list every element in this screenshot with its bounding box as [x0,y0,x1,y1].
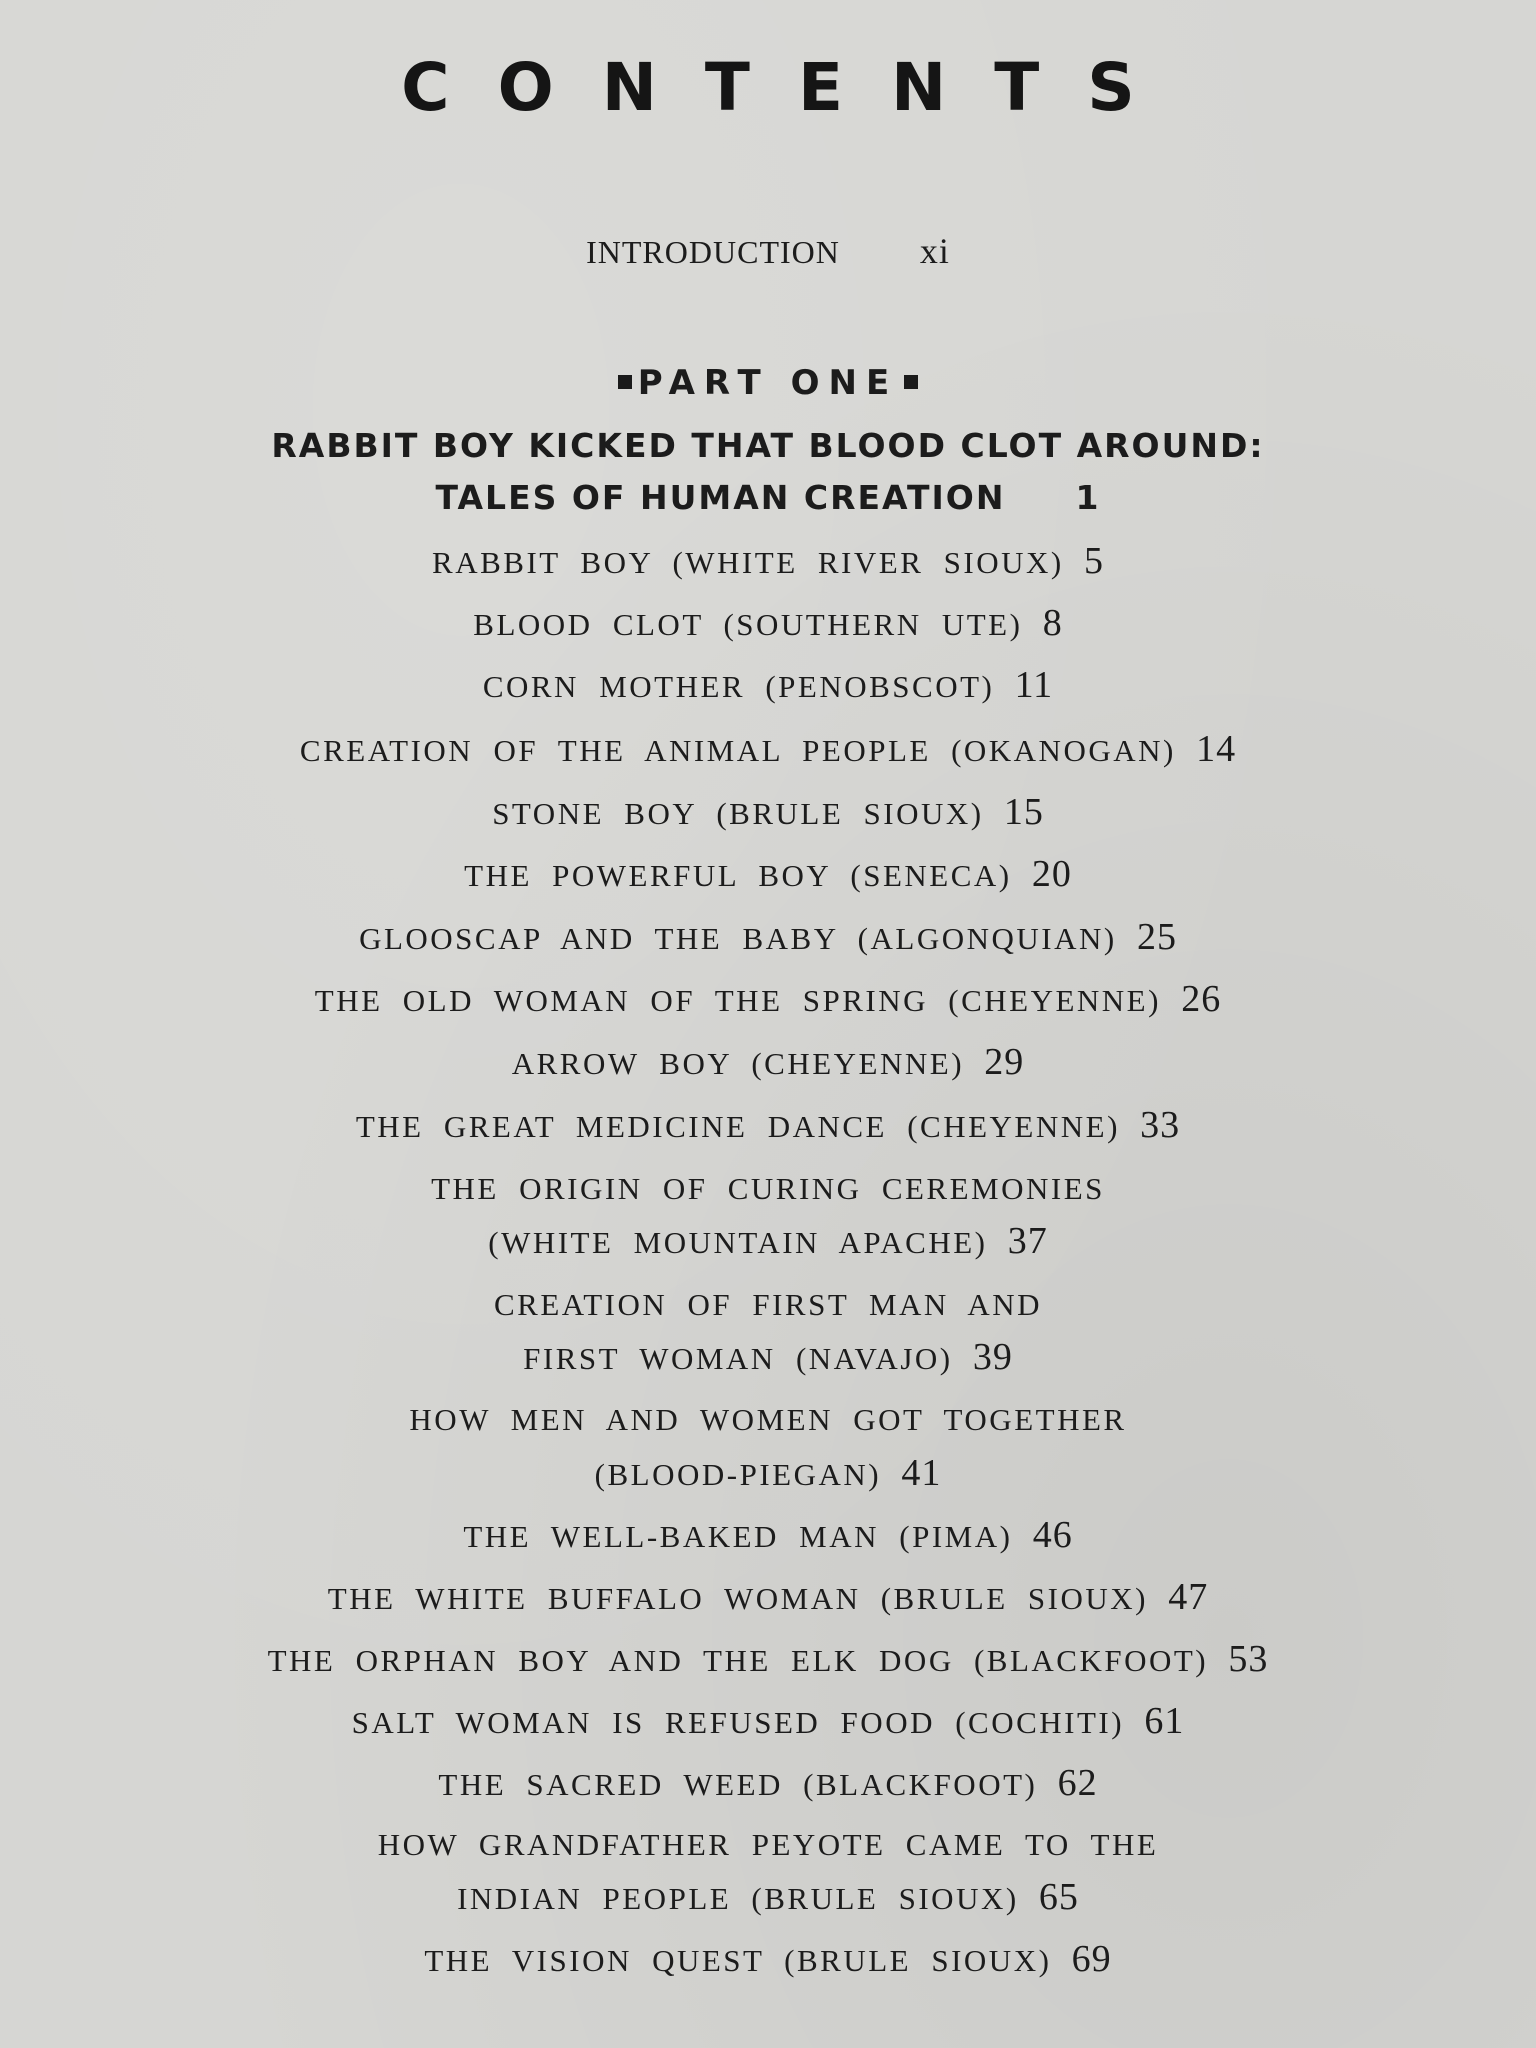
toc-entry-line-2 [0,1446,1536,1502]
toc-entry [0,722,1536,778]
introduction-label: INTRODUCTION [586,234,840,270]
entry-title: SALT WOMAN IS REFUSED FOOD (COCHITI) [351,1705,1125,1740]
toc-entry [0,1632,1536,1688]
entry-title: GLOOSCAP AND THE BABY (ALGONQUIAN) [359,921,1117,956]
toc-introduction [0,228,1536,275]
toc-entry [0,1570,1536,1626]
entry-page: 46 [1032,1514,1073,1556]
toc-entry-line-2 [0,1870,1536,1926]
page-title: CONTENTS [401,49,1183,126]
entry-page: 41 [901,1452,942,1494]
entry-page: 29 [984,1041,1025,1083]
toc-entry [0,785,1536,841]
entry-title: THE WHITE BUFFALO WOMAN (BRULE SIOUX) [327,1581,1148,1616]
section-title-line-1: RABBIT BOY KICKED THAT BLOOD CLOT AROUND: [271,426,1265,465]
entry-page: 14 [1196,728,1237,770]
entry-title: (WHITE MOUNTAIN APACHE) [488,1225,988,1260]
entry-page: 5 [1083,540,1104,582]
entry-page: 20 [1031,853,1072,895]
entry-title: THE OLD WOMAN OF THE SPRING (CHEYENNE) [314,983,1161,1018]
toc-entry [0,1756,1536,1812]
entry-title: STONE BOY (BRULE SIOUX) [492,796,984,831]
entry-title: THE ORPHAN BOY AND THE ELK DOG (BLACKFOOT) [267,1643,1209,1678]
toc-entry [0,596,1536,652]
toc-entry [0,910,1536,966]
entry-title: THE GREAT MEDICINE DANCE (CHEYENNE) [355,1109,1120,1144]
toc-entry [0,1035,1536,1091]
toc-entry [0,847,1536,903]
entry-page: 53 [1228,1638,1269,1680]
entry-page: 8 [1042,602,1063,644]
toc-entry [0,972,1536,1028]
toc-entry [0,658,1536,714]
entry-title: CREATION OF THE ANIMAL PEOPLE (OKANOGAN) [299,733,1176,768]
entry-title: THE ORIGIN OF CURING CEREMONIES [431,1171,1105,1206]
entry-page: 25 [1136,916,1177,958]
entry-title: THE VISION QUEST (BRULE SIOUX) [424,1943,1052,1978]
entry-title: INDIAN PEOPLE (BRULE SIOUX) [457,1881,1019,1916]
entry-title: HOW GRANDFATHER PEYOTE CAME TO THE [377,1827,1159,1862]
entry-page: 11 [1014,664,1054,706]
part-label: PART ONE [637,363,899,403]
entry-page: 15 [1003,791,1044,833]
entry-page: 47 [1168,1576,1209,1618]
entry-title: BLOOD CLOT (SOUTHERN UTE) [473,607,1023,642]
entry-title: THE POWERFUL BOY (SENECA) [464,858,1012,893]
entry-page: 26 [1181,978,1222,1020]
toc-entry [0,1508,1536,1564]
toc-entry-line-1 [0,1278,1536,1332]
entry-page: 39 [972,1336,1013,1378]
toc-entry-line-2 [0,1214,1536,1270]
toc-entry [0,534,1536,590]
toc-entry [0,1694,1536,1750]
entry-page: 37 [1007,1220,1048,1262]
entry-title: RABBIT BOY (WHITE RIVER SIOUX) [432,545,1064,580]
section-title-text: TALES OF HUMAN CREATION [435,478,1006,517]
entry-title: FIRST WOMAN (NAVAJO) [523,1341,953,1376]
entry-title: (BLOOD-PIEGAN) [594,1457,882,1492]
entry-title: HOW MEN AND WOMEN GOT TOGETHER [409,1402,1127,1437]
entry-title: THE SACRED WEED (BLACKFOOT) [438,1767,1038,1802]
square-bullet-icon [904,375,918,389]
section-title-line-2 [0,472,1536,524]
entry-title: ARROW BOY (CHEYENNE) [511,1046,965,1081]
entry-title: CORN MOTHER (PENOBSCOT) [482,669,995,704]
toc-entry-line-1 [0,1162,1536,1216]
toc-entry-line-1 [0,1393,1536,1447]
entry-page: 62 [1057,1762,1098,1804]
introduction-page: xi [919,231,950,271]
section-page: 1 [1075,478,1101,517]
part-heading [0,358,1536,408]
toc-entry [0,1932,1536,1988]
entry-title: THE WELL-BAKED MAN (PIMA) [463,1519,1013,1554]
toc-entry-line-1 [0,1818,1536,1872]
toc-entry-line-2 [0,1330,1536,1386]
entry-page: 69 [1071,1938,1112,1980]
toc-entry [0,1098,1536,1154]
entry-page: 33 [1140,1104,1181,1146]
entry-title: CREATION OF FIRST MAN AND [493,1287,1043,1322]
entry-page: 65 [1038,1876,1079,1918]
square-bullet-icon [618,375,632,389]
entry-page: 61 [1144,1700,1185,1742]
